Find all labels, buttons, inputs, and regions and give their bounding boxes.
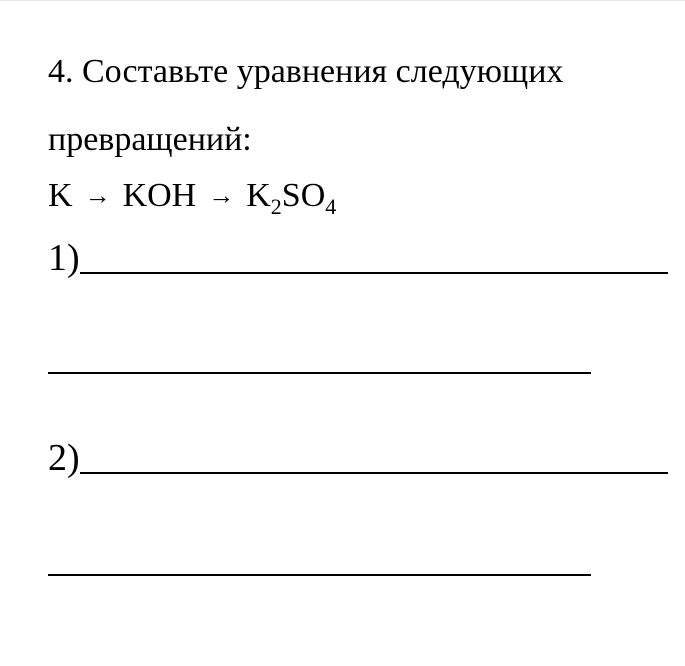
formula-middle: KOH: [122, 177, 197, 214]
reaction-chain: [48, 176, 668, 218]
task-block: [48, 38, 668, 218]
answer-continuation-1[interactable]: [48, 372, 591, 374]
answer-blank-2[interactable]: [80, 438, 668, 474]
formula-start: K: [48, 177, 73, 214]
answer-blank-1[interactable]: [80, 238, 668, 274]
arrow-1: →: [84, 181, 111, 210]
answer-line-2[interactable]: [48, 438, 668, 478]
answer-continuation-2[interactable]: [48, 574, 591, 576]
answer-number-1: 1): [48, 237, 80, 279]
top-divider: [0, 0, 685, 1]
answer-line-1[interactable]: [48, 238, 668, 278]
formula-end: $K_2SO_4$: [246, 177, 337, 219]
arrow-2: →: [208, 181, 235, 210]
task-title: 4. Составьте уравнения следующих превращений:: [48, 53, 564, 158]
answer-number-2: 2): [48, 437, 80, 479]
